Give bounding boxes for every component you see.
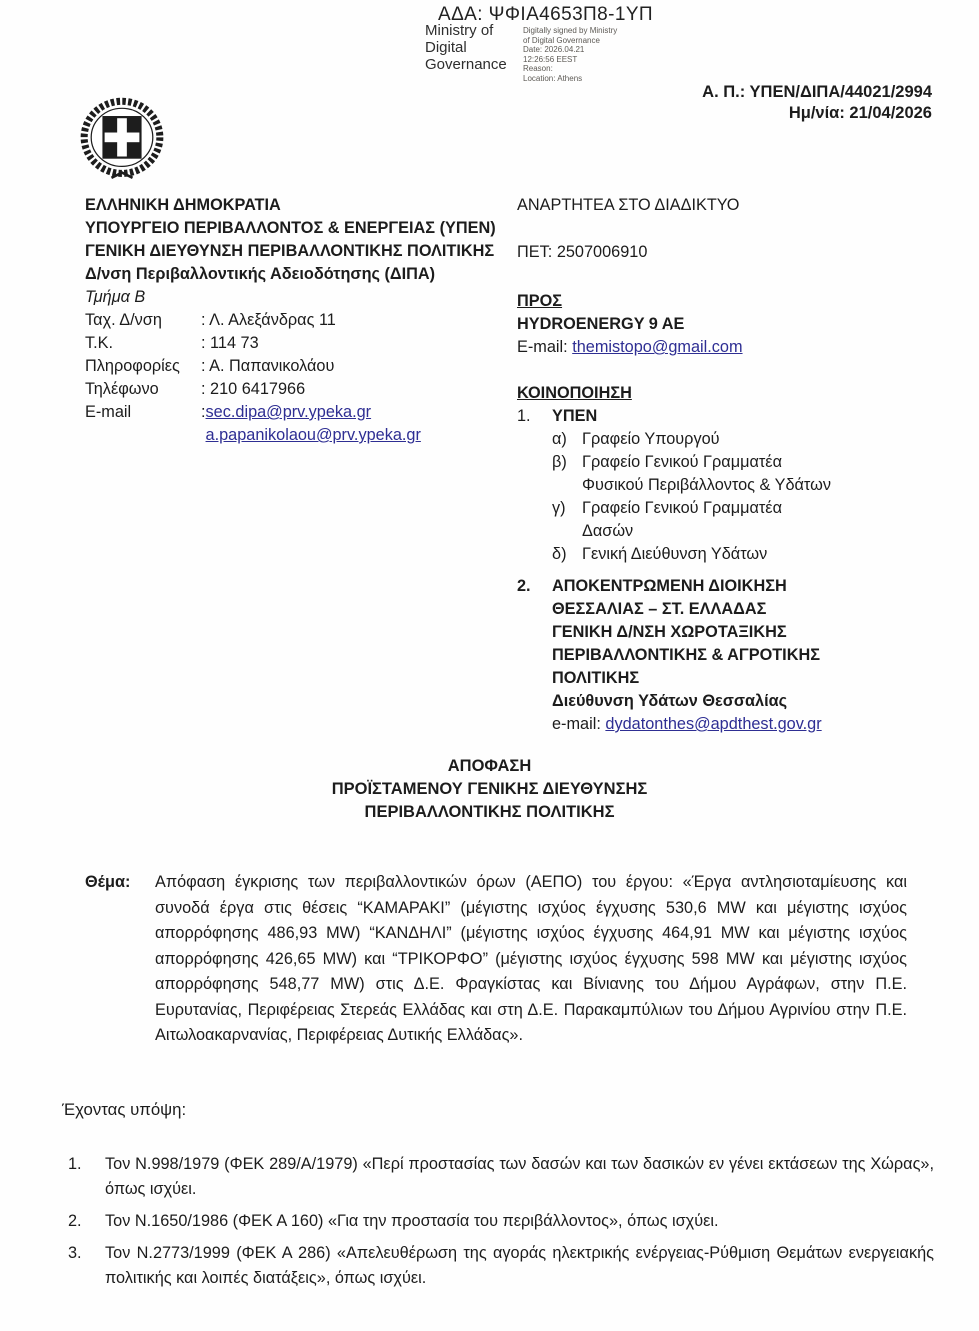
sender-email-link-1[interactable]: sec.dipa@prv.ypeka.gr	[205, 403, 372, 421]
contact-label: Τηλέφωνο	[85, 380, 159, 398]
recipients-block	[517, 194, 949, 736]
sender-general-directorate: ΓΕΝΙΚΗ ΔΙΕΥΘΥΝΣΗ ΠΕΡΙΒΑΛΛΟΝΤΙΚΗΣ ΠΟΛΙΤΙΚΗΣ	[85, 242, 495, 260]
cc-heading: ΚΟΙΝΟΠΟΙΗΣΗ	[517, 384, 632, 402]
digital-signature-details	[523, 26, 643, 83]
contact-row-info	[85, 355, 530, 378]
contact-value: : 114 73	[201, 334, 259, 352]
consideration-text: Τον Ν.998/1979 (ΦΕΚ 289/Α/1979) «Περί προστασίας των δασών και των δασικών εν γένει εκτάσεων της Χώρας», όπως ισχύει.	[105, 1155, 934, 1198]
protocol-date: Ημ/νία: 21/04/2026	[788, 104, 932, 122]
pet-number: ΠΕΤ: 2507006910	[517, 243, 648, 261]
cc-subitem-text: Γραφείο Υπουργού	[582, 430, 720, 448]
cc2-email-row	[552, 713, 824, 736]
digital-signer-name: Ministry of Digital Governance	[425, 22, 507, 73]
sender-republic: ΕΛΛΗΝΙΚΗ ΔΗΜΟΚΡΑΤΙΑ	[85, 196, 281, 214]
consideration-item	[68, 1241, 934, 1291]
cc-subitem-text: Γενική Διεύθυνση Υδάτων	[582, 545, 768, 563]
sender-block	[85, 194, 530, 447]
contact-row-address	[85, 309, 530, 332]
recipient-email-row	[517, 336, 949, 359]
consideration-text: Τον Ν.2773/1999 (ΦΕΚ Α 286) «Απελευθέρωση της αγοράς ηλεκτρικής ενέργειας-Ρύθμιση Θεμάτων ενεργειακής πολιτικής και λοιπές διατάξεις», όπως ισχύει.	[105, 1244, 934, 1287]
ada-code: ΑΔΑ: ΨΦΙΑ4653Π8-1ΥΠ	[438, 4, 654, 25]
cc1-subitem-c	[552, 497, 949, 543]
cc2-title: ΑΠΟΚΕΝΤΡΩΜΕΝΗ ΔΙΟΙΚΗΣΗ ΘΕΣΣΑΛΙΑΣ – ΣΤ. ΕΛΛΑΔΑΣ ΓΕΝΙΚΗ Δ/ΝΣΗ ΧΩΡΟΤΑΞΙΚΗΣ ΠΕΡΙΒΑΛΛΟΝΤΙΚΗΣ & ΑΓΡΟΤΙΚΗΣ ΠΟΛΙΤΙΚΗΣ	[552, 577, 820, 687]
consideration-number: 3.	[68, 1244, 82, 1262]
cc-letter: β)	[552, 453, 567, 471]
signature-detail-line: Digitally signed by Ministry	[523, 26, 618, 35]
protocol-number: Α. Π.: ΥΠΕΝ/ΔΙΠΑ/44021/2994	[702, 83, 932, 101]
decision-heading-line: ΠΡΟΪΣΤΑΜΕΝΟΥ ΓΕΝΙΚΗΣ ΔΙΕΥΘΥΝΣΗΣ	[331, 780, 648, 798]
subject-label: Θέμα:	[85, 873, 131, 891]
pros-heading: ΠΡΟΣ	[517, 292, 563, 310]
cc-letter: δ)	[552, 545, 567, 563]
contact-label: E-mail	[85, 403, 132, 421]
cc1-subitem-b	[552, 451, 949, 497]
signature-detail-line: Reason:	[523, 64, 553, 73]
signature-detail-line: of Digital Governance	[523, 35, 600, 45]
decision-heading-line: ΑΠΟΦΑΣΗ	[447, 757, 532, 775]
consideration-number: 1.	[68, 1155, 82, 1173]
sender-email-link-2[interactable]: a.papanikolaou@prv.ypeka.gr	[205, 426, 421, 444]
consideration-text: Τον Ν.1650/1986 (ΦΕΚ Α 160) «Για την προστασία του περιβάλλοντος», όπως ισχύει.	[105, 1212, 719, 1230]
sender-directorate: Δ/νση Περιβαλλοντικής Αδειοδότησης (ΔΙΠΑ)	[85, 265, 436, 283]
cc-letter: α)	[552, 430, 567, 448]
sender-department: Τμήμα Β	[85, 288, 146, 306]
contact-row-phone	[85, 378, 530, 401]
consideration-item	[68, 1209, 934, 1234]
signature-detail-line: 12:26:56 EEST	[523, 54, 578, 64]
recipient-email-link[interactable]: themistopo@gmail.com	[572, 338, 743, 356]
having-regard-heading: Έχοντας υπόψη:	[62, 1100, 187, 1119]
cc-number: 1.	[517, 407, 531, 425]
contact-label: Πληροφορίες	[85, 357, 180, 375]
email-label: e-mail:	[552, 715, 606, 733]
cc1-subitem-a	[552, 428, 949, 451]
decision-heading	[0, 755, 979, 824]
contact-value: : Λ. Αλεξάνδρας 11	[201, 311, 336, 329]
consideration-number: 2.	[68, 1212, 82, 1230]
cc-subitem-text: Γραφείο Γενικού Γραμματέα Δασών	[582, 499, 782, 540]
contact-value: : 210 6417966	[201, 380, 306, 398]
cc2-email-link[interactable]: dydatonthes@apdthest.gov.gr	[605, 715, 822, 733]
sender-ministry: ΥΠΟΥΡΓΕΙΟ ΠΕΡΙΒΑΛΛΟΝΤΟΣ & ΕΝΕΡΓΕΙΑΣ (ΥΠΕΝ)	[85, 219, 496, 237]
signature-detail-line: Location: Athens	[523, 73, 583, 83]
cc-number: 2.	[517, 577, 531, 595]
recipient-company: HYDROENERGY 9 AE	[517, 315, 685, 333]
cc-item-1	[517, 405, 949, 428]
contact-label: Ταχ. Δ/νση	[85, 311, 162, 329]
decision-heading-line: ΠΕΡΙΒΑΛΛΟΝΤΙΚΗΣ ΠΟΛΙΤΙΚΗΣ	[364, 803, 615, 821]
considerations-list	[68, 1152, 934, 1298]
anartitea-note: ΑΝΑΡΤΗΤΕΑ ΣΤΟ ΔΙΑΔΙΚΤΥΟ	[517, 196, 740, 214]
contact-row-postcode	[85, 332, 530, 355]
subject-section	[85, 870, 907, 1049]
consideration-item	[68, 1152, 934, 1202]
cc1-title: ΥΠΕΝ	[552, 407, 598, 425]
contact-label: Τ.Κ.	[85, 334, 114, 352]
subject-text: Απόφαση έγκρισης των περιβαλλοντικών όρων (ΑΕΠΟ) του έργου: «Έργα αντλησιοταμίευσης και συνοδά έργα στις θέσεις “ΚΑΜΑΡΑΚΙ” (μέγιστης ισχύος έγχυσης 530,6 MW και μέγιστης ισχύος απορρόφησης 486,93 MW) “ΚΑΝΔΗΛΙ” (μέγιστης ισχύος έγχυσης 464,91 MW και μέγιστης ισχύος απορρόφησης 426,65 MW) και “ΤΡΙΚΟΡΦΟ” (μέγιστης ισχύος έγχυσης 598 MW και μέγιστης ισχύος απορρόφησης 548,77 MW) στις Δ.Ε. Φραγκίστας και Βίνιανης του Δήμου Αγράφων, στην Π.Ε. Ευρυτανίας, Περιφέρειας Στερεάς Ελλάδας και στη Δ.Ε. Παρακαμπύλιων του Δήμου Αγρινίου στην Π.Ε. Αιτωλοακαρνανίας, Περιφέρειας Δυτικής Ελλάδας».	[155, 873, 907, 1044]
cc-item-2	[517, 575, 949, 736]
cc-letter: γ)	[552, 499, 566, 517]
cc-subitem-text: Γραφείο Γενικού Γραμματέα Φυσικού Περιβάλλοντος & Υδάτων	[582, 453, 831, 494]
protocol-block	[702, 82, 932, 124]
contact-value: : Α. Παπανικολάου	[201, 357, 335, 375]
colon: :	[201, 403, 206, 421]
cc2-subtitle: Διεύθυνση Υδάτων Θεσσαλίας	[552, 692, 788, 710]
email-label: E-mail:	[517, 338, 573, 356]
signature-detail-line: Date: 2026.04.21	[523, 45, 585, 54]
cc1-subitem-d	[552, 543, 949, 566]
contact-row-email	[85, 401, 530, 447]
hellenic-republic-emblem-icon	[78, 94, 166, 186]
